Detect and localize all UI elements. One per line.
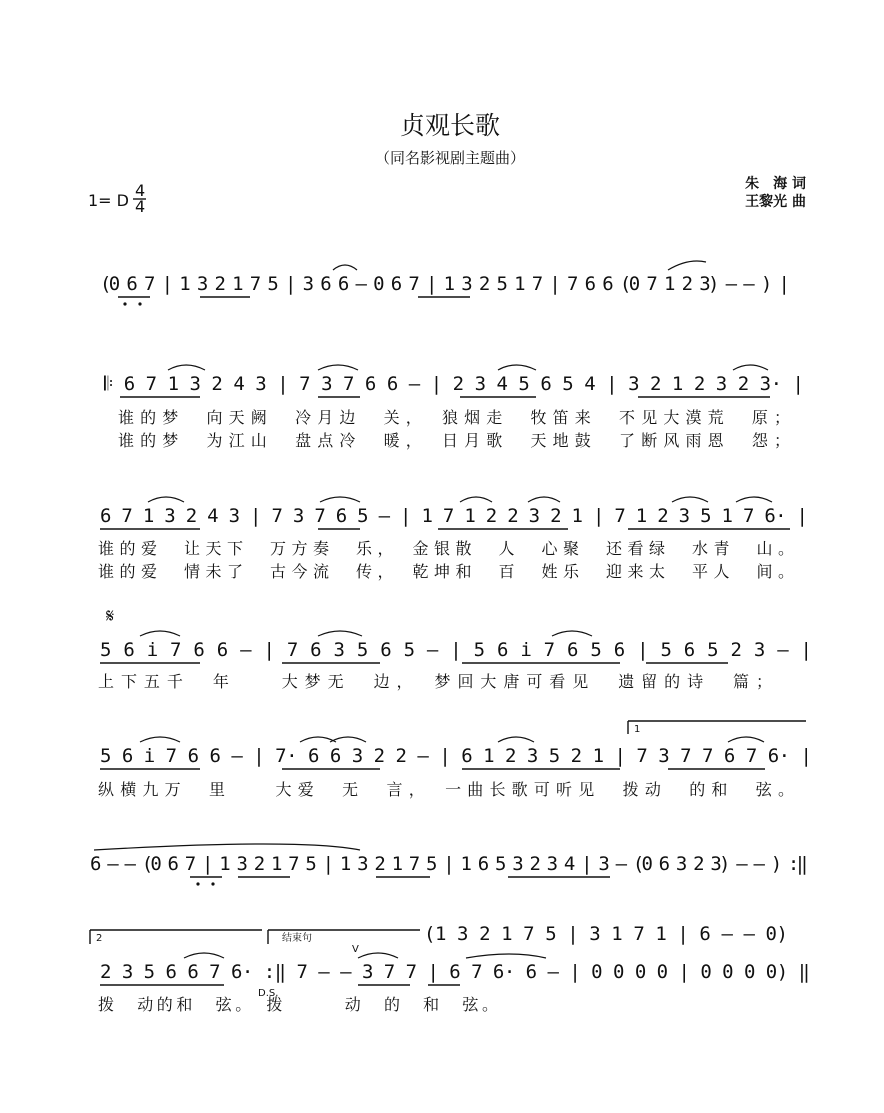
slur [140, 631, 180, 636]
time-signature-top: 4 [135, 181, 146, 200]
composer-credit: 王黎光 曲 [745, 194, 806, 210]
lyricist-credit: 朱 海 词 [745, 176, 806, 192]
song-title: 贞观长歌 [399, 111, 501, 140]
notes-row-6: 6 – – (0 6 7 | 1 3 2 1 7 5 | 1 3 2 1 7 5 | 1 6 5 3 2 3 4 | 3 – (0 6 3 2 3) – – ) :‖ [90, 853, 808, 875]
score-row-1 [100, 261, 790, 306]
low-octave-dot [138, 302, 141, 305]
lyrics-row-3-verse-1: 谁的爱 让天下 万方奏 乐， 金银散 人 心聚 还看绿 水青 山。 [98, 539, 794, 558]
key-signature: 1= D [88, 191, 129, 210]
notes-row-3: 6 7 1 3 2 4 3 | 7 3 7 6 5 – | 1 7 1 2 2 3 2 1 | 7 1 2 3 5 1 7 6· | [100, 505, 808, 527]
lyrics-row-3-verse-2: 谁的爱 情未了 古今流 传， 乾坤和 百 姓乐 迎来太 平人 间。 [98, 562, 794, 581]
song-subtitle: （同名影视剧主题曲） [374, 149, 526, 167]
lyrics-row-2-verse-1: 谁的梦 向天阙 冷月边 关， 狼烟走 牧笛来 不见大漠荒 原； [118, 408, 790, 427]
low-octave-dot [123, 302, 126, 305]
volta-1-label: 1 [634, 724, 641, 735]
ending-intro-notes: (1 3 2 1 7 5 | 3 1 7 1 | 6 – – 0) [424, 923, 788, 945]
notes-row-7: 2 3 5 6 6 7 6· :‖ 7 – – 3 7 7 | 6 7 6· 6 – | 0 0 0 0 | 0 0 0 0) ‖ [100, 961, 810, 983]
tie [466, 954, 546, 958]
slur [168, 365, 205, 370]
slur [318, 631, 362, 636]
notes-row-2: 𝄆 6 7 1 3 2 4 3 | 7 3 7 6 6 – | 2 3 4 5 6 5 4 | 3 2 1 2 3 2 3· | [104, 373, 804, 395]
volta-2-label: 2 [96, 933, 103, 944]
breath-mark: V [352, 944, 359, 955]
slur [184, 953, 224, 958]
slur [318, 365, 358, 370]
slur [498, 365, 536, 370]
slur [736, 497, 772, 502]
score-row-7 [90, 923, 810, 1014]
score-row-6 [90, 844, 808, 886]
notes-row-4: 5 6 i 7 6 6 – | 7 6 3 5 6 5 – | 5 6 i 7 6 5 6 | 5 6 5 2 3 – | [100, 639, 812, 661]
time-signature-bottom: 4 [135, 197, 146, 216]
slur [460, 497, 492, 502]
lyrics-row-4: 上下五千 年 大梦无 边， 梦回大唐可看见 遗留的诗 篇； [98, 672, 773, 691]
slur [358, 953, 398, 958]
slur [733, 365, 768, 370]
slur [552, 631, 592, 636]
notes-row-1: (0 6 7 | 1 3 2 1 7 5 | 3 6 6 – 0 6 7 | 1 3 2 5 1 7 | 7 6 6 (0 7 1 2 3) – – ) | [100, 273, 791, 295]
low-octave-dot [196, 882, 199, 885]
ending-label: 结束句 [282, 933, 312, 944]
notes-row-5: 5 6 i 7 6 6 – | 7· 6 6 3 2 2 – | 6 1 2 3 5 2 1 | 7 3 7 7 6 7 6· | [100, 745, 812, 767]
slur [320, 497, 360, 502]
slur [140, 737, 180, 742]
score-row-3 [98, 497, 808, 581]
slur [728, 737, 764, 742]
dal-segno-mark: D.S. [258, 988, 279, 999]
slur [672, 497, 708, 502]
lyrics-row-2-verse-2: 谁的梦 为江山 盘点冷 暖， 日月歌 天地鼓 了断风雨恩 怨； [118, 431, 790, 450]
score-row-2 [104, 365, 804, 450]
low-octave-dot [211, 882, 214, 885]
tie [94, 844, 360, 850]
score-row-5 [98, 721, 812, 799]
slur [333, 265, 357, 270]
score-row-4 [98, 605, 812, 691]
lyrics-row-5: 纵横九万 里 大爱 无 言， 一曲长歌可听见 拨动 的和 弦。 [98, 780, 794, 799]
slur [498, 737, 534, 742]
slur [148, 497, 184, 502]
segno-sign: 𝄋 [106, 605, 115, 627]
lyrics-row-7: 拨 动的和 弦。 拨 动 的 和 弦。 [98, 995, 498, 1014]
slur [668, 261, 706, 270]
slur [528, 497, 560, 502]
